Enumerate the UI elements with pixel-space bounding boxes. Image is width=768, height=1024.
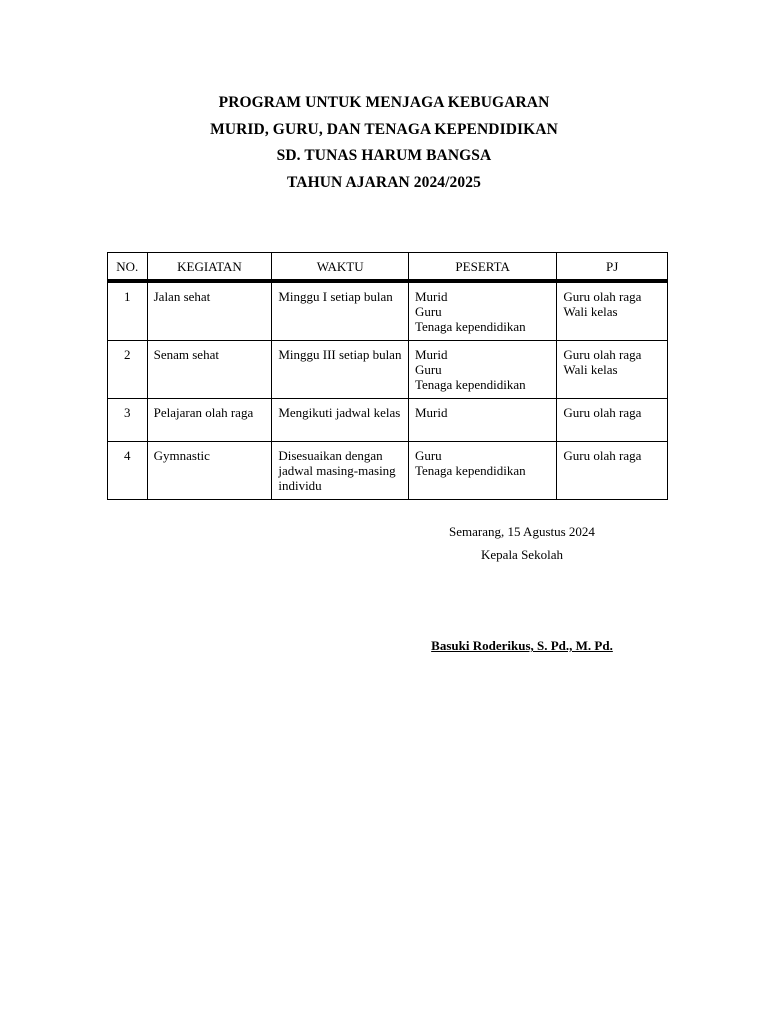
cell-kegiatan: Gymnastic <box>147 442 272 500</box>
peserta-item: Murid <box>414 405 448 420</box>
cell-pj <box>557 341 668 399</box>
table-row <box>108 399 668 442</box>
table-header <box>108 253 668 282</box>
header-no: NO. <box>108 253 148 282</box>
pj-item: Guru olah raga <box>563 347 642 362</box>
peserta-item: Murid <box>414 347 448 362</box>
peserta-item: Tenaga kependidikan <box>414 319 526 334</box>
pj-item: Guru olah raga <box>563 448 642 463</box>
cell-kegiatan: Jalan sehat <box>147 281 272 341</box>
cell-no: 1 <box>108 281 148 341</box>
cell-kegiatan: Pelajaran olah raga <box>147 399 272 442</box>
cell-peserta <box>408 341 556 399</box>
table-header-row <box>108 253 668 282</box>
pj-item: Wali kelas <box>563 362 618 377</box>
cell-waktu: Disesuaikan dengan jadwal masing-masing individu <box>272 442 409 500</box>
document-title <box>0 90 768 196</box>
table-row <box>108 442 668 500</box>
header-kegiatan: KEGIATAN <box>147 253 272 282</box>
cell-peserta <box>408 399 556 442</box>
cell-pj <box>557 442 668 500</box>
cell-peserta <box>408 442 556 500</box>
cell-waktu: Minggu III setiap bulan <box>272 341 409 399</box>
header-waktu: WAKTU <box>272 253 409 282</box>
cell-waktu: Mengikuti jadwal kelas <box>272 399 409 442</box>
header-peserta: PESERTA <box>408 253 556 282</box>
cell-no: 2 <box>108 341 148 399</box>
cell-no: 4 <box>108 442 148 500</box>
title-line-1: PROGRAM UNTUK MENJAGA KEBUGARAN <box>218 94 550 111</box>
pj-item: Wali kelas <box>563 304 618 319</box>
table-row <box>108 341 668 399</box>
peserta-item: Guru <box>414 304 442 319</box>
table-body <box>108 281 668 500</box>
signature-place-date: Semarang, 15 Agustus 2024 <box>449 524 595 539</box>
header-pj: PJ <box>557 253 668 282</box>
peserta-item: Tenaga kependidikan <box>414 377 526 392</box>
pj-item: Guru olah raga <box>563 405 642 420</box>
cell-pj <box>557 399 668 442</box>
signature-name: Basuki Roderikus, S. Pd., M. Pd. <box>431 638 613 653</box>
peserta-item: Tenaga kependidikan <box>414 463 526 478</box>
cell-waktu: Minggu I setiap bulan <box>272 281 409 341</box>
title-line-2: MURID, GURU, DAN TENAGA KEPENDIDIKAN <box>210 120 558 138</box>
cell-pj <box>557 281 668 341</box>
cell-peserta <box>408 281 556 341</box>
title-line-4: TAHUN AJARAN 2024/2025 <box>287 173 481 191</box>
cell-no: 3 <box>108 399 148 442</box>
peserta-item: Murid <box>414 289 448 304</box>
pj-item: Guru olah raga <box>563 289 642 304</box>
signature-role: Kepala Sekolah <box>481 547 563 562</box>
peserta-item: Guru <box>414 362 442 377</box>
peserta-item: Guru <box>414 448 442 463</box>
program-table <box>107 252 668 500</box>
table-row <box>108 281 668 341</box>
cell-kegiatan: Senam sehat <box>147 341 272 399</box>
title-line-3: SD. TUNAS HARUM BANGSA <box>276 147 492 164</box>
